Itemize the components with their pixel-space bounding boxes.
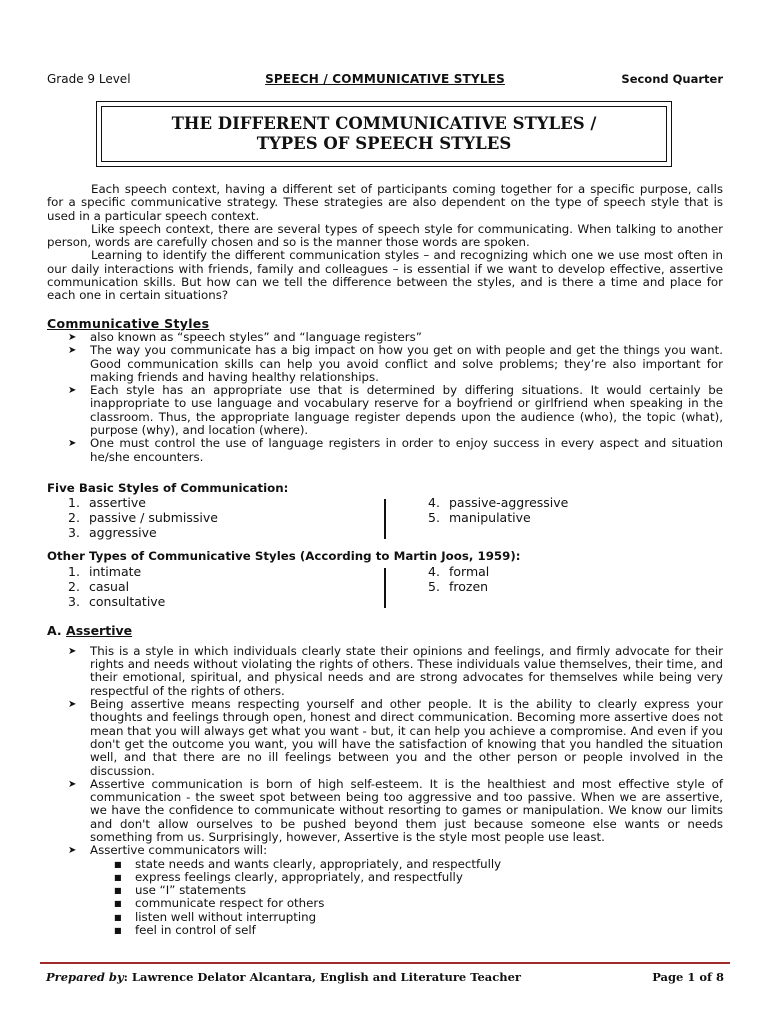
five-basic-list <box>47 495 723 540</box>
square-bullet-icon: ■ <box>114 899 122 909</box>
square-bullet-icon: ■ <box>114 912 122 922</box>
arrow-bullet-icon: ➤ <box>68 778 77 790</box>
list-item: 3. consultative <box>68 593 166 609</box>
list-item: 4. passive-aggressive <box>428 495 569 511</box>
square-bullet-icon: ■ <box>114 926 122 936</box>
list-item: ➤ Being assertive means respecting yourself and other people. It is the ability to clearly express your thoughts and feelings through open, honest and direct communication. Becoming more assertive does not mean that you will always get what you want - but, it can help you achieve a compromise. And even if you don't get the outcome you want, you will have the satisfaction of knowing that you handled the situation well, and that there are no ill feelings between you and the other person or people involved in the discussion. <box>68 697 723 778</box>
page-footer <box>40 962 730 984</box>
assertive-list <box>47 645 723 858</box>
list-item: 2. passive / submissive <box>68 510 218 526</box>
list-item: 5. frozen <box>428 578 489 594</box>
arrow-bullet-icon: ➤ <box>68 385 77 397</box>
list-item: ➤ Assertive communicators will: <box>68 843 268 858</box>
square-bullet-icon: ■ <box>114 872 122 882</box>
column-divider <box>384 568 386 608</box>
title-box <box>96 101 672 167</box>
arrow-bullet-icon: ➤ <box>68 331 77 343</box>
title-line-2: TYPES OF SPEECH STYLES <box>256 134 512 153</box>
list-item: ■ communicate respect for others <box>114 896 325 911</box>
grade-level: Grade 9 Level <box>47 72 131 86</box>
intro-paragraph: Like speech context, there are several types of speech style for communicating. When talking to another person, words are carefully chosen and so is the manner those words are spoken. <box>47 221 723 250</box>
assertive-communicators-list <box>47 858 723 938</box>
page-number: Page 1 of 8 <box>652 970 724 984</box>
list-item: 1. intimate <box>68 563 142 579</box>
arrow-bullet-icon: ➤ <box>68 645 77 657</box>
list-item: ➤ Each style has an appropriate use that is determined by differing situations. It would certainly be inappropriate to use language and vocabulary reserve for a boyfriend or girlfriend when speaking in the classroom. Thus, the appropriate language register depends upon the audience (who), the topic (what), purpose (why), and location (where). <box>68 383 723 438</box>
list-item: ■ use “I” statements <box>114 883 246 898</box>
arrow-bullet-icon: ➤ <box>68 438 77 450</box>
list-item: 5. manipulative <box>428 510 531 526</box>
list-item: 4. formal <box>428 563 490 579</box>
arrow-bullet-icon: ➤ <box>68 699 77 711</box>
list-item: ➤ also known as “speech styles” and “language registers” <box>68 329 422 344</box>
section-title: Assertive <box>66 622 133 638</box>
square-bullet-icon: ■ <box>114 886 122 896</box>
joos-heading: Other Types of Communicative Styles (According to Martin Joos, 1959): <box>47 549 521 564</box>
column-divider <box>384 499 386 539</box>
list-item: 1. assertive <box>68 495 146 511</box>
arrow-bullet-icon: ➤ <box>68 345 77 357</box>
list-item: 3. aggressive <box>68 525 157 541</box>
list-item: ■ feel in control of self <box>114 923 256 938</box>
intro-paragraph: Each speech context, having a different set of participants coming together for a specific purpose, calls for a specific communicative strategy. These strategies are also dependent on the type of speech style that is used in a particular speech context. <box>47 182 723 223</box>
document-body <box>47 183 723 937</box>
square-bullet-icon: ■ <box>114 859 122 869</box>
quarter-label: Second Quarter <box>621 72 723 86</box>
communicative-styles-heading: Communicative Styles <box>47 315 210 331</box>
page-header <box>47 72 723 88</box>
list-item: ■ express feelings clearly, appropriately, and respectfully <box>114 869 463 884</box>
list-item: 2. casual <box>68 578 130 594</box>
list-item: ➤ This is a style in which individuals clearly state their opinions and feelings, and firmly advocate for their rights and needs without violating the rights of others. These individuals value themselves, their time, and their emotional, spiritual, and physical needs and are strong advocates for themselves while being very respectful of the rights of others. <box>68 643 723 698</box>
arrow-bullet-icon: ➤ <box>68 845 77 857</box>
prepared-by: Prepared by: Lawrence Delator Alcantara, English and Literature Teacher <box>46 970 521 984</box>
joos-list <box>47 564 723 609</box>
assertive-heading <box>47 624 723 637</box>
list-item: ➤ One must control the use of language registers in order to enjoy success in every aspect and situation he/she encounters. <box>68 436 723 464</box>
list-item: ■ listen well without interrupting <box>114 909 317 924</box>
communicative-styles-list <box>47 331 723 464</box>
five-basic-heading: Five Basic Styles of Communication: <box>47 480 289 495</box>
list-item: ■ state needs and wants clearly, appropriately, and respectfully <box>114 856 502 871</box>
subject-title: SPEECH / COMMUNICATIVE STYLES <box>265 72 505 86</box>
list-item: ➤ Assertive communication is born of high self-esteem. It is the healthiest and most effective style of communication - the sweet spot between being too aggressive and too passive. When we are assertive, we have the confidence to communicate without resorting to games or manipulation. We know our limits and don't allow ourselves to be pushed beyond them just because someone else wants or needs something from us. Surprisingly, however, Assertive is the style most people use least. <box>68 776 723 844</box>
intro-paragraph: Learning to identify the different communication styles – and recognizing which one we use most often in our daily interactions with friends, family and colleagues – is essential if we want to develop effective, assertive communication skills. But how can we tell the difference between the styles, and is there a time and place for each one in certain situations? <box>47 248 723 303</box>
title-line-1: THE DIFFERENT COMMUNICATIVE STYLES / <box>171 114 597 133</box>
section-letter: A. <box>47 622 62 638</box>
list-item: ➤ The way you communicate has a big impact on how you get on with people and get the things you want. Good communication skills can help you avoid conflict and solve problems; they’re also important for making friends and having healthy relationships. <box>68 343 723 384</box>
